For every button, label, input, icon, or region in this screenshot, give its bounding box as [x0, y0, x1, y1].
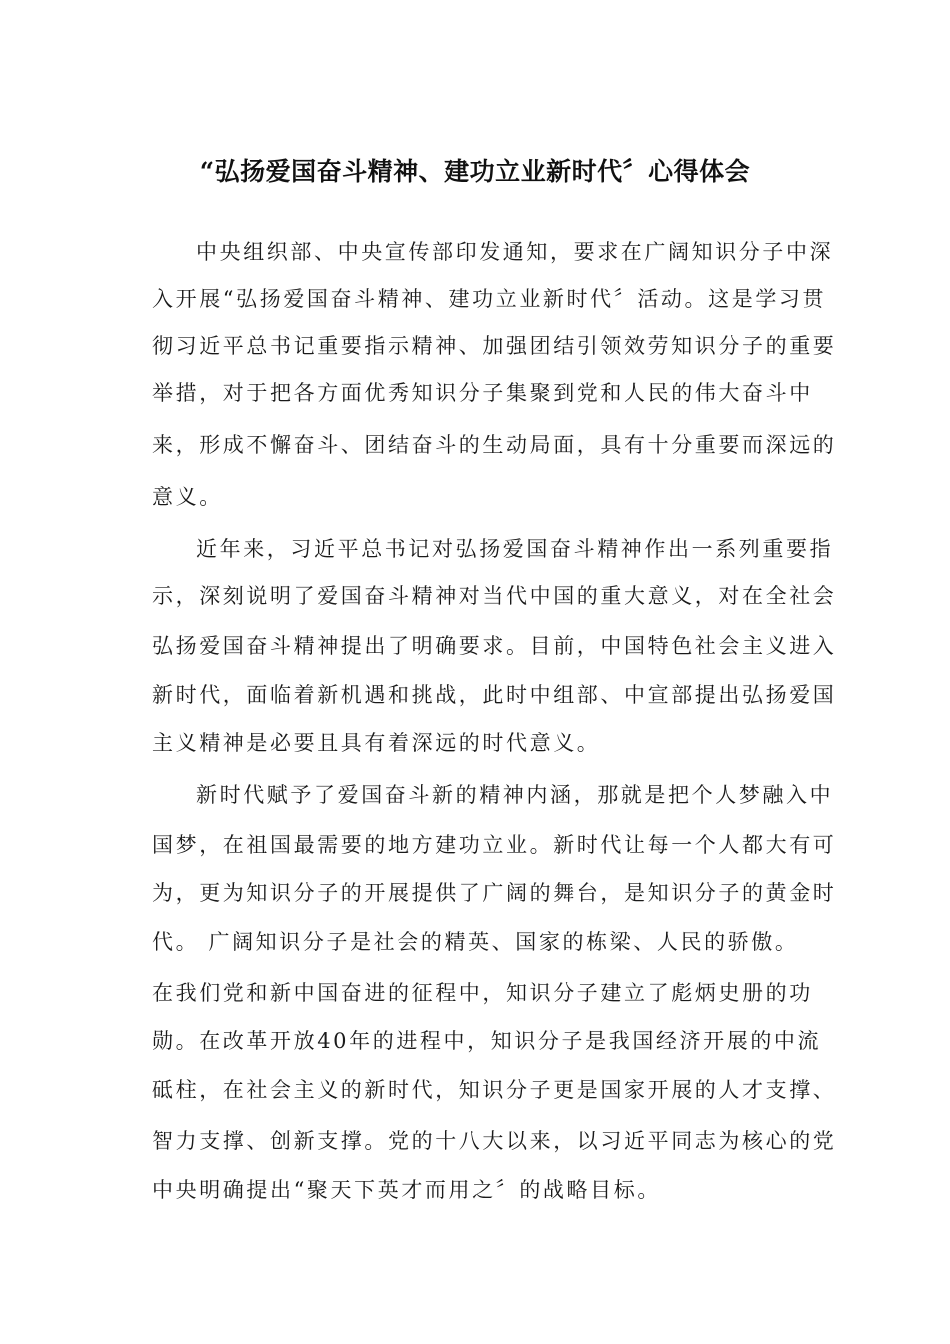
paragraph-1-line-2: 入开展“弘扬爱国奋斗精神、建功立业新时代〞活动。这是学习贯 [152, 287, 827, 311]
paragraph-3-line-6: 勋。在改革开放40年的进程中，知识分子是我国经济开展的中流 [152, 1029, 822, 1053]
paragraph-2-line-4: 新时代，面临着新机遇和挑战，此时中组部、中宣部提出弘扬爱国 [152, 683, 837, 707]
paragraph-3-line-8: 智力支撑、创新支撑。党的十八大以来，以习近平同志为核心的党 [152, 1129, 837, 1153]
paragraph-2-line-1: 近年来，习近平总书记对弘扬爱国奋斗精神作出一系列重要指 [196, 537, 834, 561]
paragraph-1-line-6: 意义。 [152, 485, 223, 509]
paragraph-3-line-5: 在我们党和新中国奋进的征程中，知识分子建立了彪炳史册的功 [152, 981, 813, 1005]
paragraph-1-line-4: 举措，对于把各方面优秀知识分子集聚到党和人民的伟大奋斗中 [152, 381, 813, 405]
paragraph-1-line-5: 来，形成不懈奋斗、团结奋斗的生动局面，具有十分重要而深远的 [152, 433, 837, 457]
paragraph-1-line-3: 彻习近平总书记重要指示精神、加强团结引领效劳知识分子的重要 [152, 334, 837, 358]
paragraph-3-line-4: 代。 广阔知识分子是社会的精英、国家的栋梁、人民的骄傲。 [152, 930, 799, 954]
paragraph-3-line-1: 新时代赋予了爱国奋斗新的精神内涵，那就是把个人梦融入中 [196, 783, 834, 807]
paragraph-3-line-7: 砥柱，在社会主义的新时代，知识分子更是国家开展的人才支撑、 [152, 1078, 837, 1102]
paragraph-3-line-9: 中央明确提出“聚天下英才而用之〞的战略目标。 [152, 1178, 661, 1202]
paragraph-2-line-3: 弘扬爱国奋斗精神提出了明确要求。目前，中国特色社会主义进入 [152, 634, 837, 658]
document-title: “弘扬爱国奋斗精神、建功立业新时代〞心得体会 [199, 157, 751, 186]
paragraph-3-line-3: 为，更为知识分子的开展提供了广阔的舞台，是知识分子的黄金时 [152, 881, 837, 905]
paragraph-2-line-2: 示，深刻说明了爱国奋斗精神对当代中国的重大意义，对在全社会 [152, 584, 837, 608]
paragraph-1-line-1: 中央组织部、中央宣传部印发通知，要求在广阔知识分子中深 [196, 240, 834, 264]
paragraph-2-line-5: 主义精神是必要且具有着深远的时代意义。 [152, 731, 601, 755]
paragraph-3-line-2: 国梦，在祖国最需要的地方建功立业。新时代让每一个人都大有可 [152, 833, 837, 857]
